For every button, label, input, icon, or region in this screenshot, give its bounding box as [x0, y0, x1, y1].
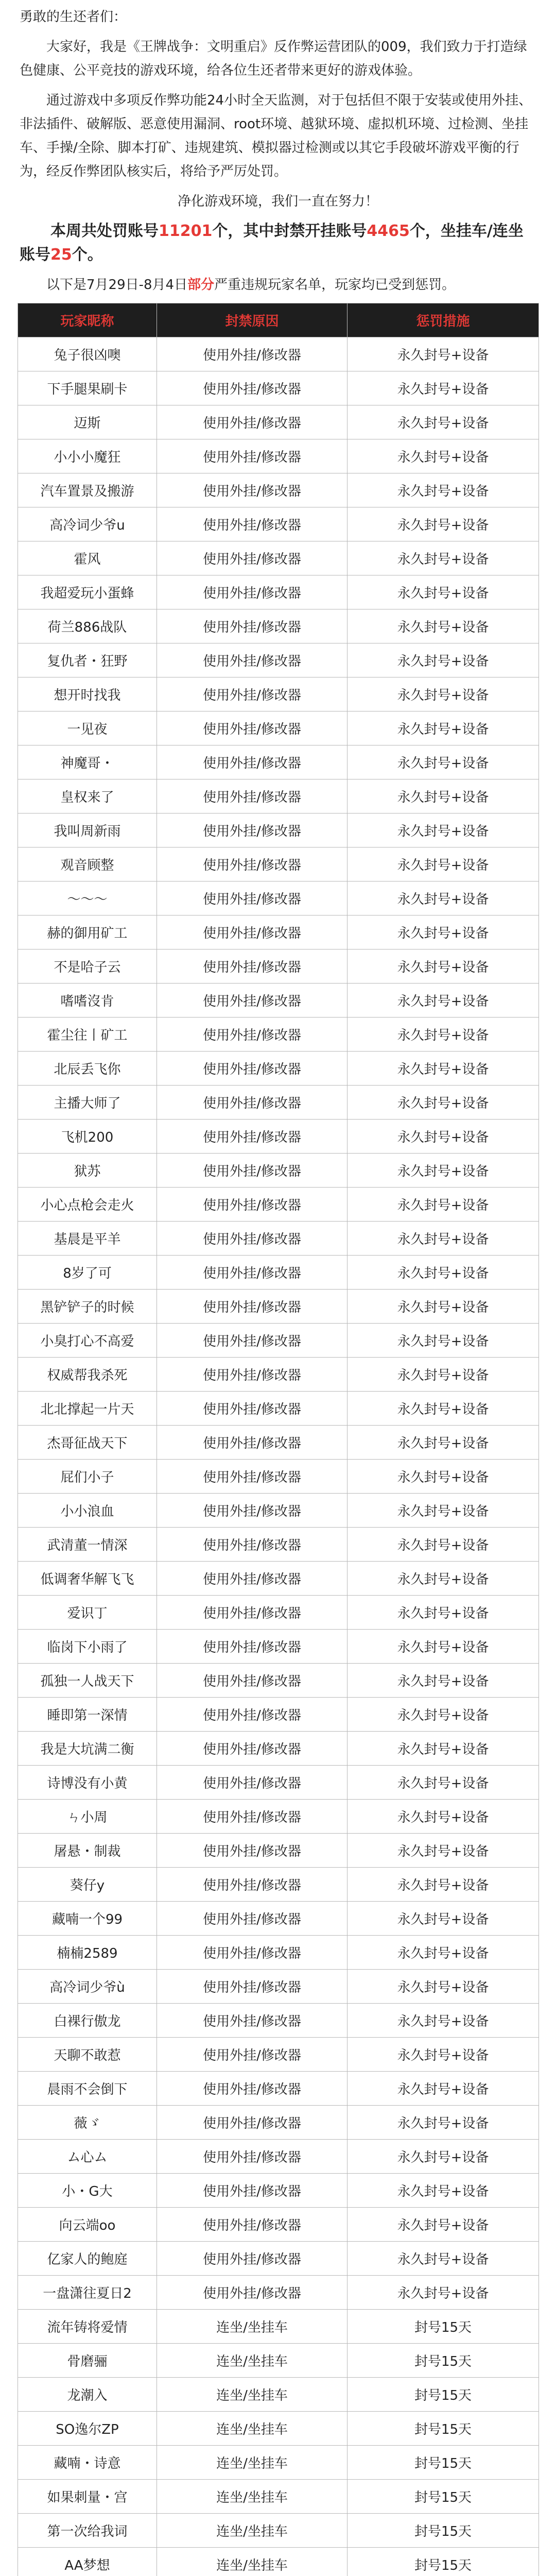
cell-reason: 连坐/坐挂车 — [157, 2310, 348, 2344]
cell-nickname: 荷兰886战队 — [18, 609, 157, 643]
table-row — [18, 2548, 539, 2576]
table-row — [18, 1630, 539, 1664]
summary-prefix: 本周共处罚账号 — [50, 222, 159, 240]
cell-reason: 使用外挂/修改器 — [157, 1358, 348, 1392]
cell-nickname: 霍尘往丨矿工 — [18, 1018, 157, 1052]
cell-penalty: 永久封号+设备 — [348, 1902, 539, 1936]
cell-nickname: 骨磨骊 — [18, 2344, 157, 2378]
cell-penalty: 永久封号+设备 — [348, 405, 539, 439]
cell-penalty: 永久封号+设备 — [348, 1392, 539, 1426]
table-row — [18, 541, 539, 575]
table-row — [18, 814, 539, 848]
cell-reason: 使用外挂/修改器 — [157, 2038, 348, 2072]
cell-nickname: 小臭打心不高爱 — [18, 1324, 157, 1358]
table-row — [18, 779, 539, 814]
cell-penalty: 永久封号+设备 — [348, 1052, 539, 1086]
cell-nickname: 小小小魔狂 — [18, 439, 157, 473]
table-row — [18, 439, 539, 473]
cell-nickname: 屁们小子 — [18, 1460, 157, 1494]
cell-reason: 使用外挂/修改器 — [157, 541, 348, 575]
cell-reason: 连坐/坐挂车 — [157, 2514, 348, 2548]
intro-slogan: 净化游戏环境，我们一直在努力！ — [177, 194, 378, 209]
cell-penalty: 永久封号+设备 — [348, 609, 539, 643]
greeting: 勇敢的生还者们： — [20, 9, 127, 25]
cell-reason: 使用外挂/修改器 — [157, 1290, 348, 1324]
table-row — [18, 609, 539, 643]
table-row — [18, 575, 539, 609]
cell-penalty: 封号15天 — [348, 2310, 539, 2344]
table-row — [18, 1392, 539, 1426]
cell-nickname: 孤独一人战天下 — [18, 1664, 157, 1698]
cell-reason: 使用外挂/修改器 — [157, 2276, 348, 2310]
table-row — [18, 2242, 539, 2276]
cell-penalty: 永久封号+设备 — [348, 1834, 539, 1868]
table-row — [18, 711, 539, 745]
cell-penalty: 封号15天 — [348, 2344, 539, 2378]
cell-penalty: 永久封号+设备 — [348, 2072, 539, 2106]
cell-penalty: 永久封号+设备 — [348, 2174, 539, 2208]
cell-nickname: 主播大师了 — [18, 1086, 157, 1120]
table-body — [18, 337, 539, 2576]
cell-reason: 使用外挂/修改器 — [157, 1562, 348, 1596]
cell-reason: 使用外挂/修改器 — [157, 507, 348, 541]
summary-banned: 4465 — [367, 222, 410, 240]
cell-reason: 使用外挂/修改器 — [157, 779, 348, 814]
cell-nickname: 龙潮入 — [18, 2378, 157, 2412]
summary-mid1: 个，其中封禁开挂账号 — [212, 222, 367, 240]
cell-reason: 使用外挂/修改器 — [157, 711, 348, 745]
cell-penalty: 永久封号+设备 — [348, 1120, 539, 1154]
cell-penalty: 永久封号+设备 — [348, 984, 539, 1018]
table-row — [18, 1766, 539, 1800]
cell-penalty: 永久封号+设备 — [348, 1222, 539, 1256]
cell-penalty: 永久封号+设备 — [348, 1766, 539, 1800]
intro-paragraph-1: 大家好，我是《王牌战争：文明重启》反作弊运营团队的009，我们致力于打造绿色健康、公平竞技的游戏环境，给各位生还者带来更好的游戏体验。 — [20, 39, 527, 78]
cell-penalty: 永久封号+设备 — [348, 1732, 539, 1766]
cell-nickname: 迈斯 — [18, 405, 157, 439]
cell-nickname: 流年铸将爱情 — [18, 2310, 157, 2344]
cell-reason: 使用外挂/修改器 — [157, 2004, 348, 2038]
cell-penalty: 永久封号+设备 — [348, 1936, 539, 1970]
table-row — [18, 1290, 539, 1324]
cell-nickname: 霍风 — [18, 541, 157, 575]
cell-penalty: 永久封号+设备 — [348, 1528, 539, 1562]
cell-nickname: 亿家人的鲍庭 — [18, 2242, 157, 2276]
cell-nickname: 小小浪血 — [18, 1494, 157, 1528]
cell-reason: 使用外挂/修改器 — [157, 1800, 348, 1834]
cell-reason: 使用外挂/修改器 — [157, 609, 348, 643]
cell-reason: 使用外挂/修改器 — [157, 1766, 348, 1800]
cell-penalty: 永久封号+设备 — [348, 882, 539, 916]
table-row — [18, 2038, 539, 2072]
cell-reason: 连坐/坐挂车 — [157, 2446, 348, 2480]
cell-penalty: 永久封号+设备 — [348, 2208, 539, 2242]
cell-nickname: 武清董一情深 — [18, 1528, 157, 1562]
table-row — [18, 1596, 539, 1630]
header-nickname: 玩家昵称 — [18, 303, 157, 337]
cell-nickname: 我叫周新雨 — [18, 814, 157, 848]
cell-nickname: 小心点枪会走火 — [18, 1188, 157, 1222]
table-row — [18, 2174, 539, 2208]
cell-reason: 使用外挂/修改器 — [157, 1460, 348, 1494]
cell-reason: 使用外挂/修改器 — [157, 1936, 348, 1970]
cell-penalty: 永久封号+设备 — [348, 1426, 539, 1460]
cell-penalty: 封号15天 — [348, 2412, 539, 2446]
cell-reason: 连坐/坐挂车 — [157, 2480, 348, 2514]
table-row — [18, 745, 539, 779]
intro-paragraph-2: 通过游戏中多项反作弊功能24小时全天监测，对于包括但不限于安装或使用外挂、非法插件、破解版、恶意使用漏洞、root环境、越狱环境、虚拟机环境、过检测、坐挂车、手操/全除、脚本打矿、违规建筑、模拟器过检测或以其它手段破坏游戏平衡的行为，经反作弊团队核实后，将给予严厉处罚。 — [20, 93, 532, 179]
cell-nickname: 基晨是平羊 — [18, 1222, 157, 1256]
cell-penalty: 封号15天 — [348, 2446, 539, 2480]
table-row — [18, 405, 539, 439]
header-penalty: 惩罚措施 — [348, 303, 539, 337]
cell-penalty: 永久封号+设备 — [348, 2004, 539, 2038]
cell-nickname: 狱苏 — [18, 1154, 157, 1188]
table-row — [18, 2208, 539, 2242]
table-row — [18, 882, 539, 916]
cell-penalty: 永久封号+设备 — [348, 439, 539, 473]
cell-nickname: 下手腿果刷卡 — [18, 371, 157, 405]
cell-nickname: 白裸行傲龙 — [18, 2004, 157, 2038]
cell-penalty: 封号15天 — [348, 2548, 539, 2576]
cell-penalty: 永久封号+设备 — [348, 1562, 539, 1596]
cell-reason: 使用外挂/修改器 — [157, 337, 348, 371]
cell-nickname: 睡即第一深情 — [18, 1698, 157, 1732]
cell-nickname: 爱识丁 — [18, 1596, 157, 1630]
cell-reason: 使用外挂/修改器 — [157, 575, 348, 609]
summary-linked: 25 — [50, 246, 72, 264]
cell-nickname: 赫的御用矿工 — [18, 916, 157, 950]
cell-nickname: 晨雨不会倒下 — [18, 2072, 157, 2106]
cell-penalty: 永久封号+设备 — [348, 711, 539, 745]
cell-penalty: 永久封号+设备 — [348, 814, 539, 848]
cell-penalty: 永久封号+设备 — [348, 1188, 539, 1222]
cell-reason: 使用外挂/修改器 — [157, 2174, 348, 2208]
summary-total: 11201 — [159, 222, 213, 240]
table-row — [18, 2446, 539, 2480]
cell-nickname: 高冷词少爷u — [18, 507, 157, 541]
table-row — [18, 507, 539, 541]
cell-penalty: 永久封号+设备 — [348, 950, 539, 984]
cell-reason: 连坐/坐挂车 — [157, 2412, 348, 2446]
table-row — [18, 2276, 539, 2310]
table-row — [18, 1970, 539, 2004]
cell-reason: 使用外挂/修改器 — [157, 1426, 348, 1460]
cell-penalty: 永久封号+设备 — [348, 1800, 539, 1834]
cell-penalty: 封号15天 — [348, 2480, 539, 2514]
cell-nickname: 葵仔y — [18, 1868, 157, 1902]
cell-reason: 使用外挂/修改器 — [157, 405, 348, 439]
cell-reason: 使用外挂/修改器 — [157, 1970, 348, 2004]
summary-mid2: 个，坐挂车/连坐账号 — [20, 222, 524, 264]
cell-reason: 使用外挂/修改器 — [157, 1256, 348, 1290]
cell-nickname: 诗博没有小黄 — [18, 1766, 157, 1800]
cell-penalty: 永久封号+设备 — [348, 1664, 539, 1698]
table-row — [18, 1188, 539, 1222]
table-row — [18, 337, 539, 371]
cell-nickname: 北辰丢飞你 — [18, 1052, 157, 1086]
cell-nickname: 天聊不敢惹 — [18, 2038, 157, 2072]
cell-nickname: 我超爱玩小蛋蜂 — [18, 575, 157, 609]
table-row — [18, 473, 539, 507]
cell-reason: 使用外挂/修改器 — [157, 1188, 348, 1222]
cell-nickname: 屠悬・制裁 — [18, 1834, 157, 1868]
cell-penalty: 永久封号+设备 — [348, 916, 539, 950]
table-row — [18, 848, 539, 882]
cell-nickname: 嗜嗜沒肯 — [18, 984, 157, 1018]
cell-nickname: SO逸尔ZP — [18, 2412, 157, 2446]
table-row — [18, 916, 539, 950]
cell-reason: 使用外挂/修改器 — [157, 2106, 348, 2140]
cell-penalty: 永久封号+设备 — [348, 1154, 539, 1188]
cell-reason: 使用外挂/修改器 — [157, 1392, 348, 1426]
table-row — [18, 2310, 539, 2344]
table-header-row — [18, 303, 539, 337]
cell-reason: 连坐/坐挂车 — [157, 2548, 348, 2576]
table-row — [18, 2140, 539, 2174]
table-row — [18, 1562, 539, 1596]
table-row — [18, 1256, 539, 1290]
cell-reason: 使用外挂/修改器 — [157, 1698, 348, 1732]
table-row — [18, 2480, 539, 2514]
cell-penalty: 永久封号+设备 — [348, 677, 539, 711]
cell-nickname: 向云端oo — [18, 2208, 157, 2242]
cell-penalty: 永久封号+设备 — [348, 1970, 539, 2004]
table-row — [18, 1800, 539, 1834]
cell-penalty: 永久封号+设备 — [348, 1630, 539, 1664]
cell-reason: 使用外挂/修改器 — [157, 1664, 348, 1698]
cell-reason: 使用外挂/修改器 — [157, 1324, 348, 1358]
cell-reason: 使用外挂/修改器 — [157, 1732, 348, 1766]
table-row — [18, 2412, 539, 2446]
cell-nickname: 薇ゞ — [18, 2106, 157, 2140]
table-row — [18, 1120, 539, 1154]
cell-nickname: AA梦想 — [18, 2548, 157, 2576]
cell-penalty: 永久封号+设备 — [348, 2276, 539, 2310]
cell-nickname: 低调奢华解飞飞 — [18, 1562, 157, 1596]
cell-penalty: 永久封号+设备 — [348, 643, 539, 677]
table-row — [18, 984, 539, 1018]
table-row — [18, 1834, 539, 1868]
table-row — [18, 950, 539, 984]
cell-nickname: ㄣ小周 — [18, 1800, 157, 1834]
cell-nickname: 我是大坑满二衡 — [18, 1732, 157, 1766]
cell-nickname: 观音顾整 — [18, 848, 157, 882]
cell-penalty: 永久封号+设备 — [348, 507, 539, 541]
cell-nickname: ム心ム — [18, 2140, 157, 2174]
cell-reason: 使用外挂/修改器 — [157, 1596, 348, 1630]
cell-nickname: 杰哥征战天下 — [18, 1426, 157, 1460]
cell-penalty: 永久封号+设备 — [348, 1358, 539, 1392]
cell-reason: 使用外挂/修改器 — [157, 1494, 348, 1528]
header-reason: 封禁原因 — [157, 303, 348, 337]
cell-reason: 使用外挂/修改器 — [157, 1222, 348, 1256]
cell-penalty: 永久封号+设备 — [348, 848, 539, 882]
cell-penalty: 永久封号+设备 — [348, 2038, 539, 2072]
table-row — [18, 2344, 539, 2378]
cell-penalty: 永久封号+设备 — [348, 575, 539, 609]
cell-nickname: 神魔哥・ — [18, 745, 157, 779]
table-row — [18, 2514, 539, 2548]
notice-partial: 部分 — [187, 277, 215, 293]
cell-reason: 使用外挂/修改器 — [157, 439, 348, 473]
cell-nickname: 8岁了可 — [18, 1256, 157, 1290]
cell-nickname: 一见夜 — [18, 711, 157, 745]
cell-penalty: 永久封号+设备 — [348, 1256, 539, 1290]
cell-reason: 使用外挂/修改器 — [157, 1086, 348, 1120]
cell-nickname: 临岗下小雨了 — [18, 1630, 157, 1664]
table-row — [18, 1936, 539, 1970]
notice-suffix: 严重违规玩家名单，玩家均已受到惩罚。 — [214, 277, 456, 293]
table-row — [18, 1358, 539, 1392]
violation-table — [18, 303, 539, 2576]
cell-nickname: 想开时找我 — [18, 677, 157, 711]
table-row — [18, 1086, 539, 1120]
cell-reason: 使用外挂/修改器 — [157, 643, 348, 677]
cell-reason: 使用外挂/修改器 — [157, 950, 348, 984]
table-row — [18, 677, 539, 711]
cell-nickname: 小・G大 — [18, 2174, 157, 2208]
cell-nickname: 藏喃・诗意 — [18, 2446, 157, 2480]
table-row — [18, 1868, 539, 1902]
table-row — [18, 1732, 539, 1766]
cell-reason: 使用外挂/修改器 — [157, 1120, 348, 1154]
cell-nickname: 兔子很凶噢 — [18, 337, 157, 371]
cell-nickname: 如果刺量・宫 — [18, 2480, 157, 2514]
cell-reason: 使用外挂/修改器 — [157, 473, 348, 507]
cell-nickname: 北北撑起一片天 — [18, 1392, 157, 1426]
cell-reason: 使用外挂/修改器 — [157, 371, 348, 405]
table-row — [18, 1902, 539, 1936]
cell-reason: 使用外挂/修改器 — [157, 677, 348, 711]
cell-reason: 连坐/坐挂车 — [157, 2378, 348, 2412]
table-row — [18, 1426, 539, 1460]
cell-reason: 使用外挂/修改器 — [157, 2140, 348, 2174]
table-row — [18, 2072, 539, 2106]
table-row — [18, 371, 539, 405]
cell-nickname: 黑铲铲子的时候 — [18, 1290, 157, 1324]
cell-nickname: ～～～ — [18, 882, 157, 916]
cell-penalty: 永久封号+设备 — [348, 337, 539, 371]
cell-nickname: 高冷词少爷ù — [18, 1970, 157, 2004]
table-row — [18, 1494, 539, 1528]
cell-penalty: 永久封号+设备 — [348, 2106, 539, 2140]
cell-reason: 连坐/坐挂车 — [157, 2344, 348, 2378]
table-row — [18, 1052, 539, 1086]
list-notice — [20, 273, 536, 297]
table-row — [18, 643, 539, 677]
cell-reason: 使用外挂/修改器 — [157, 916, 348, 950]
cell-reason: 使用外挂/修改器 — [157, 1834, 348, 1868]
cell-nickname: 第一次给我词 — [18, 2514, 157, 2548]
cell-nickname: 一盘潇往夏日2 — [18, 2276, 157, 2310]
cell-reason: 使用外挂/修改器 — [157, 984, 348, 1018]
cell-penalty: 永久封号+设备 — [348, 1596, 539, 1630]
cell-penalty: 永久封号+设备 — [348, 745, 539, 779]
cell-reason: 使用外挂/修改器 — [157, 2072, 348, 2106]
cell-reason: 使用外挂/修改器 — [157, 2208, 348, 2242]
cell-nickname: 不是哈子云 — [18, 950, 157, 984]
table-row — [18, 2106, 539, 2140]
table-row — [18, 2004, 539, 2038]
cell-penalty: 永久封号+设备 — [348, 1868, 539, 1902]
table-row — [18, 1528, 539, 1562]
cell-penalty: 永久封号+设备 — [348, 1460, 539, 1494]
cell-reason: 使用外挂/修改器 — [157, 1902, 348, 1936]
cell-penalty: 永久封号+设备 — [348, 541, 539, 575]
table-row — [18, 1460, 539, 1494]
summary-suffix: 个。 — [72, 246, 103, 264]
cell-penalty: 永久封号+设备 — [348, 1324, 539, 1358]
penalty-summary — [20, 219, 536, 267]
cell-penalty: 永久封号+设备 — [348, 2140, 539, 2174]
cell-penalty: 永久封号+设备 — [348, 1086, 539, 1120]
cell-penalty: 永久封号+设备 — [348, 2242, 539, 2276]
cell-reason: 使用外挂/修改器 — [157, 745, 348, 779]
cell-reason: 使用外挂/修改器 — [157, 2242, 348, 2276]
cell-reason: 使用外挂/修改器 — [157, 1868, 348, 1902]
intro-section — [0, 0, 556, 297]
cell-reason: 使用外挂/修改器 — [157, 1528, 348, 1562]
cell-nickname: 汽车置景及搬游 — [18, 473, 157, 507]
cell-reason: 使用外挂/修改器 — [157, 882, 348, 916]
table-row — [18, 1664, 539, 1698]
cell-nickname: 权威帮我杀死 — [18, 1358, 157, 1392]
cell-nickname: 复仇者・狂野 — [18, 643, 157, 677]
cell-penalty: 永久封号+设备 — [348, 473, 539, 507]
cell-reason: 使用外挂/修改器 — [157, 1018, 348, 1052]
cell-reason: 使用外挂/修改器 — [157, 814, 348, 848]
cell-reason: 使用外挂/修改器 — [157, 1630, 348, 1664]
cell-reason: 使用外挂/修改器 — [157, 848, 348, 882]
table-row — [18, 2378, 539, 2412]
cell-penalty: 永久封号+设备 — [348, 1698, 539, 1732]
cell-penalty: 永久封号+设备 — [348, 779, 539, 814]
table-row — [18, 1698, 539, 1732]
table-row — [18, 1324, 539, 1358]
cell-nickname: 飞机200 — [18, 1120, 157, 1154]
cell-reason: 使用外挂/修改器 — [157, 1052, 348, 1086]
cell-penalty: 封号15天 — [348, 2378, 539, 2412]
cell-nickname: 楠楠2589 — [18, 1936, 157, 1970]
cell-penalty: 永久封号+设备 — [348, 1290, 539, 1324]
cell-penalty: 永久封号+设备 — [348, 1018, 539, 1052]
cell-nickname: 藏喃一个99 — [18, 1902, 157, 1936]
cell-nickname: 皇权来了 — [18, 779, 157, 814]
table-row — [18, 1154, 539, 1188]
cell-penalty: 封号15天 — [348, 2514, 539, 2548]
table-row — [18, 1018, 539, 1052]
cell-reason: 使用外挂/修改器 — [157, 1154, 348, 1188]
notice-prefix: 以下是7月29日-8月4日 — [46, 277, 188, 293]
table-row — [18, 1222, 539, 1256]
cell-penalty: 永久封号+设备 — [348, 1494, 539, 1528]
cell-penalty: 永久封号+设备 — [348, 371, 539, 405]
